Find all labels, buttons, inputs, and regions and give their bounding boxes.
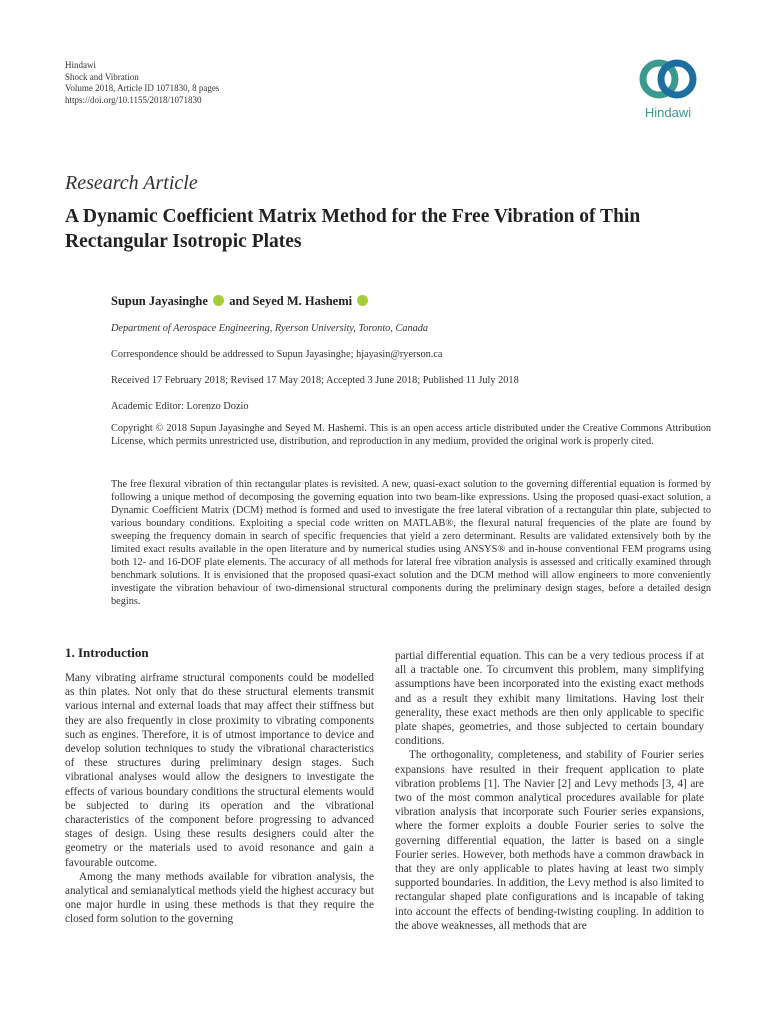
orcid-icon[interactable] [213,295,224,306]
hindawi-logo-icon [635,55,701,103]
hindawi-logo-text: Hindawi [644,105,692,120]
hindawi-logo [628,55,708,135]
author-name: and Seyed M. Hashemi [229,294,353,308]
text-column-right [395,649,704,933]
section-heading: 1. Introduction [65,645,149,660]
journal-name: Shock and Vibration [65,71,139,82]
paragraph: Many vibrating airframe structural components could be modelled as thin plates. Not only that do these structural elements transmit various internal and external loads that may affect their stiffness but they are also frequently in close proximity to vibrating components such as engines. Therefore, it is of utmost importance to device and develop solution techniques to study the vibrational characteristics of these structures during preliminary design stages. Such vibrational analyses would allow the designers to investigate the effects of various boundary conditions the structural elements would be subjected to during its operation and the vibrational characteristics of the component before progressing to advanced stages of design. Using these results designers could alter the geometry or the materials used to avoid resonance and gain a favourable outcome. [65,672,374,869]
publication-dates: Received 17 February 2018; Revised 17 May 2018; Accepted 3 June 2018; Published 11 July 2018 [111,375,519,386]
paragraph: The orthogonality, completeness, and stability of Fourier series expansions have resulted in their frequent application to plate vibration problems [1]. The Navier [2] and Levy methods [3, 4] are two of the most common analytical procedures available for plate vibration analysis that incorporate such Fourier series expansions, where the former exploits a double Fourier series to solve the governing differential equation, the latter is based on a single Fourier series. However, both methods have a common drawback in that they are only applicable to plates having at least two simply supported boundaries. In addition, the Levy method is also limited to rectangular shaped plate configurations and is incapable of taking into account the effects of bending-twisting coupling. In addition to the above weaknesses, all methods that are [395,749,704,932]
academic-editor: Academic Editor: Lorenzo Dozio [111,401,249,412]
journal-meta [65,60,219,106]
orcid-icon[interactable] [357,295,368,306]
copyright-notice: Copyright © 2018 Supun Jayasinghe and Seyed M. Hashemi. This is an open access article distributed under the Creative Commons Attribution License, which permits unrestricted use, distribution, and reproduction in any medium, provided the original work is properly cited. [111,423,711,447]
publisher-name: Hindawi [65,60,96,70]
doi-link[interactable]: https://doi.org/10.1155/2018/1071830 [65,94,202,105]
author-name: Supun Jayasinghe [111,294,208,308]
author-list [111,294,370,309]
paragraph: Among the many methods available for vibration analysis, the analytical and semianalytical methods yield the highest accuracy but one major hurdle in using these methods is that they require the closed form solution to the governing [65,870,374,926]
text-column-left [65,671,374,927]
affiliation: Department of Aerospace Engineering, Ryerson University, Toronto, Canada [111,323,429,334]
abstract: The free flexural vibration of thin rectangular plates is revisited. A new, quasi-exact solution to the governing differential equation is formed by following a unique method of decomposing the governing equation into two beam-like expressions. Using the proposed quasi-exact solution, a Dynamic Coefficient Matrix (DCM) method is formed and used to investigate the free lateral vibration of a rectangular thin plate, subjected to various boundary conditions. Exploiting a special code written on MATLAB®, the flexural natural frequencies of the plate are found by sweeping the frequency domain in search of specific frequencies that yield a zero determinant. Results are validated extensively both by the limited exact results available in the open literature and by numerical studies using ANSYS® and in-house conventional FEM programs using both 12- and 16-DOF plate elements. The accuracy of all methods for lateral free vibration analysis is assessed and critically examined through benchmark solutions. It is envisioned that the proposed quasi-exact solution and the DCM method will allow engineers to more conveniently investigate the vibration behaviour of two-dimensional structural components during the preliminary design stages, before a detailed design begins. [111,479,711,607]
correspondence: Correspondence should be addressed to Supun Jayasinghe; hjayasin@ryerson.ca [111,349,443,360]
article-type: Research Article [65,172,198,194]
article-title: A Dynamic Coefficient Matrix Method for the Free Vibration of Thin Rectangular Isotropic Plates [65,206,641,252]
volume-line: Volume 2018, Article ID 1071830, 8 pages [65,83,220,93]
paragraph: partial differential equation. This can be a very tedious process if at all a tractable one. To circumvent this problem, many simplifying assumptions have been incorporated into the existing exact methods and as a result they exhibit many limitations. Having lost their generality, these exact methods are then only applicable to specific plate shapes, geometries, and those subjected to certain boundary conditions. [395,650,704,748]
